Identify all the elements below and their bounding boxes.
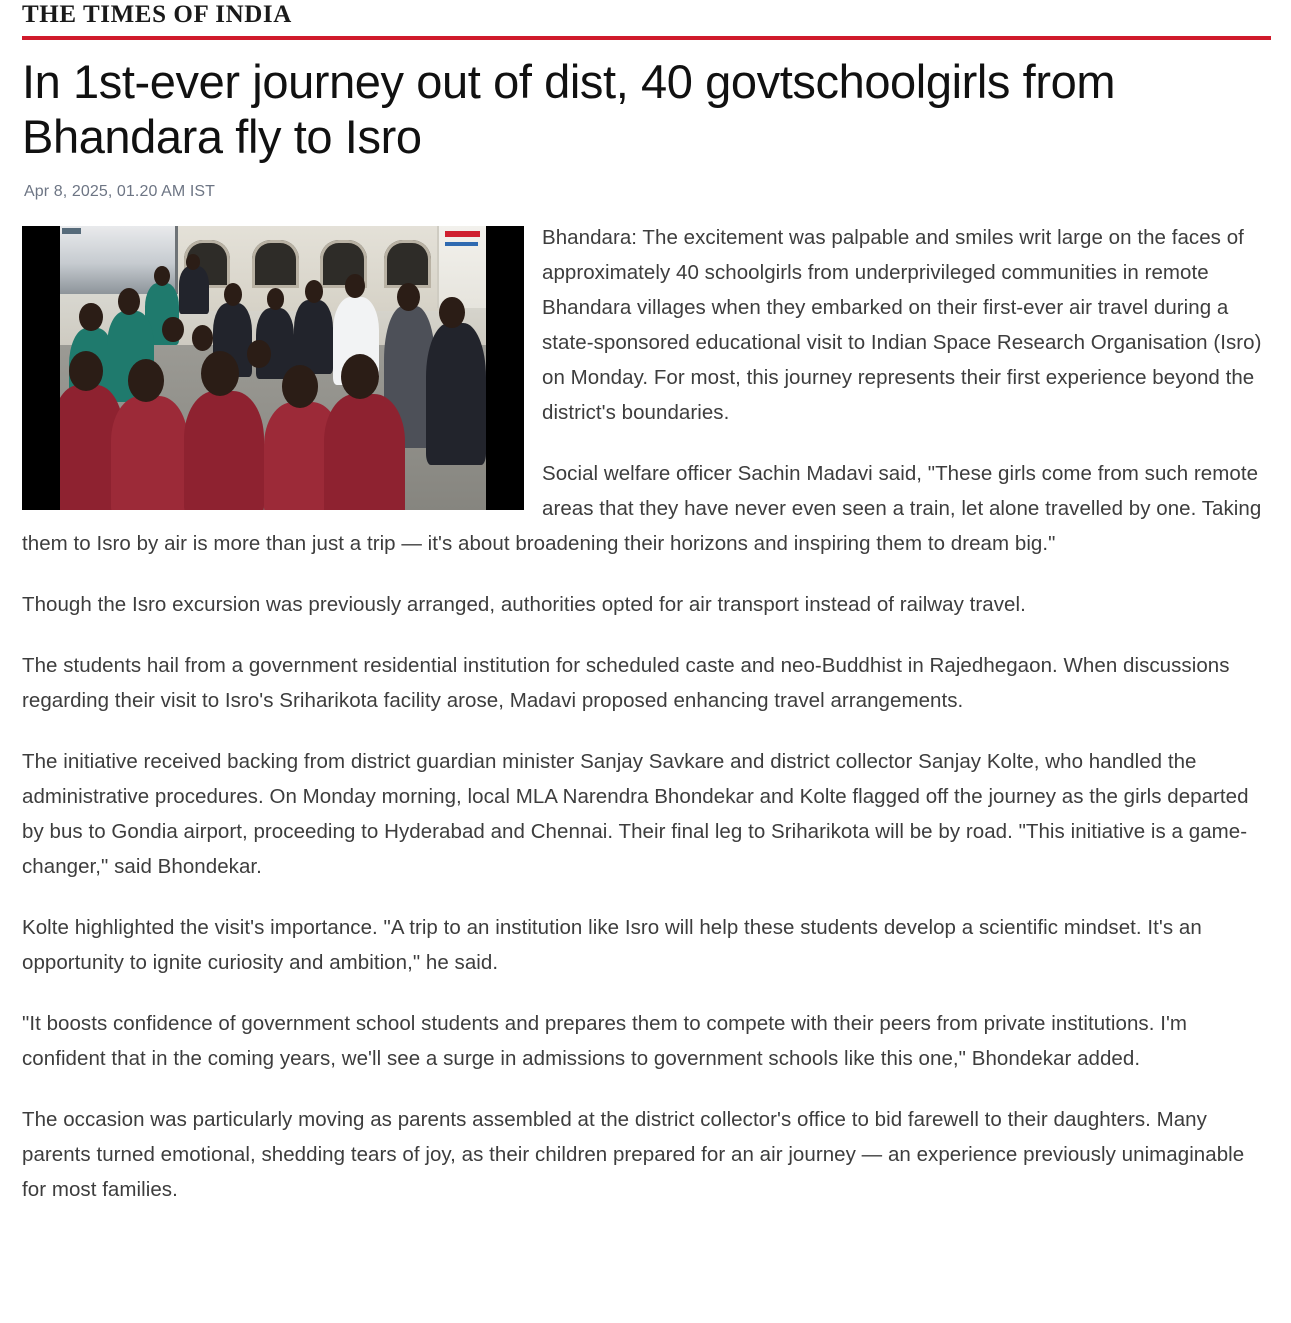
article-paragraph: The students hail from a government residential institution for scheduled caste and neo-Buddhist in Rajedhegaon. When discussions regarding their visit to Isro's Sriharikota facility arose, Madavi proposed enhancing travel arrangements. — [22, 654, 1230, 712]
article-paragraph: Bhandara: The excitement was palpable and smiles writ large on the faces of approximately 40 schoolgirls from underprivileged communities in remote Bhandara villages when they embarked on their first-ever air travel during a state-sponsored educational visit to Indian Space Research Organisation (Isro) on Monday. For most, this journey represents their first experience beyond the district's boundaries. — [542, 226, 1262, 424]
article-headline: In 1st-ever journey out of dist, 40 govtschoolgirls from Bhandara fly to Isro — [22, 55, 1116, 163]
article-paragraph: Kolte highlighted the visit's importance. "A trip to an institution like Isro will help these students develop a scientific mindset. It's an opportunity to ignite curiosity and ambition," he said. — [22, 916, 1202, 974]
site-logo[interactable]: THE TIMES OF INDIA — [22, 1, 292, 28]
masthead-divider — [22, 36, 1271, 40]
article-paragraph: The occasion was particularly moving as parents assembled at the district collector's office to bid farewell to their daughters. Many parents turned emotional, shedding tears of joy, as their children prepared for an air journey — an experience previously unimaginable for most families. — [22, 1108, 1245, 1201]
lead-image-photo — [60, 226, 486, 510]
article-paragraph: Social welfare officer Sachin Madavi said, "These girls come from such remote areas that they have never even seen a train, let alone travelled by one. Taking them to Isro by air is more than just a trip — it's about broadening their horizons and inspiring them to dream big." — [22, 462, 1262, 555]
article-timestamp: Apr 8, 2025, 01.20 AM IST — [24, 183, 216, 200]
lead-image-letterbox — [22, 226, 524, 510]
article-paragraph: "It boosts confidence of government school students and prepares them to compete with their peers from private institutions. I'm confident that in the coming years, we'll see a surge in admissions to government schools like this one," Bhondekar added. — [22, 1012, 1188, 1070]
article-body — [22, 220, 1271, 1207]
article-paragraph: The initiative received backing from district guardian minister Sanjay Savkare and district collector Sanjay Kolte, who handled the administrative procedures. On Monday morning, local MLA Narendra Bhondekar and Kolte flagged off the journey as the girls departed by bus to Gondia airport, proceeding to Hyderabad and Chennai. Their final leg to Sriharikota will be by road. "This initiative is a game-changer," said Bhondekar. — [22, 750, 1249, 878]
article-paragraph: Though the Isro excursion was previously arranged, authorities opted for air transport instead of railway travel. — [22, 593, 1026, 616]
lead-image[interactable] — [22, 226, 524, 510]
site-masthead — [22, 0, 1271, 40]
